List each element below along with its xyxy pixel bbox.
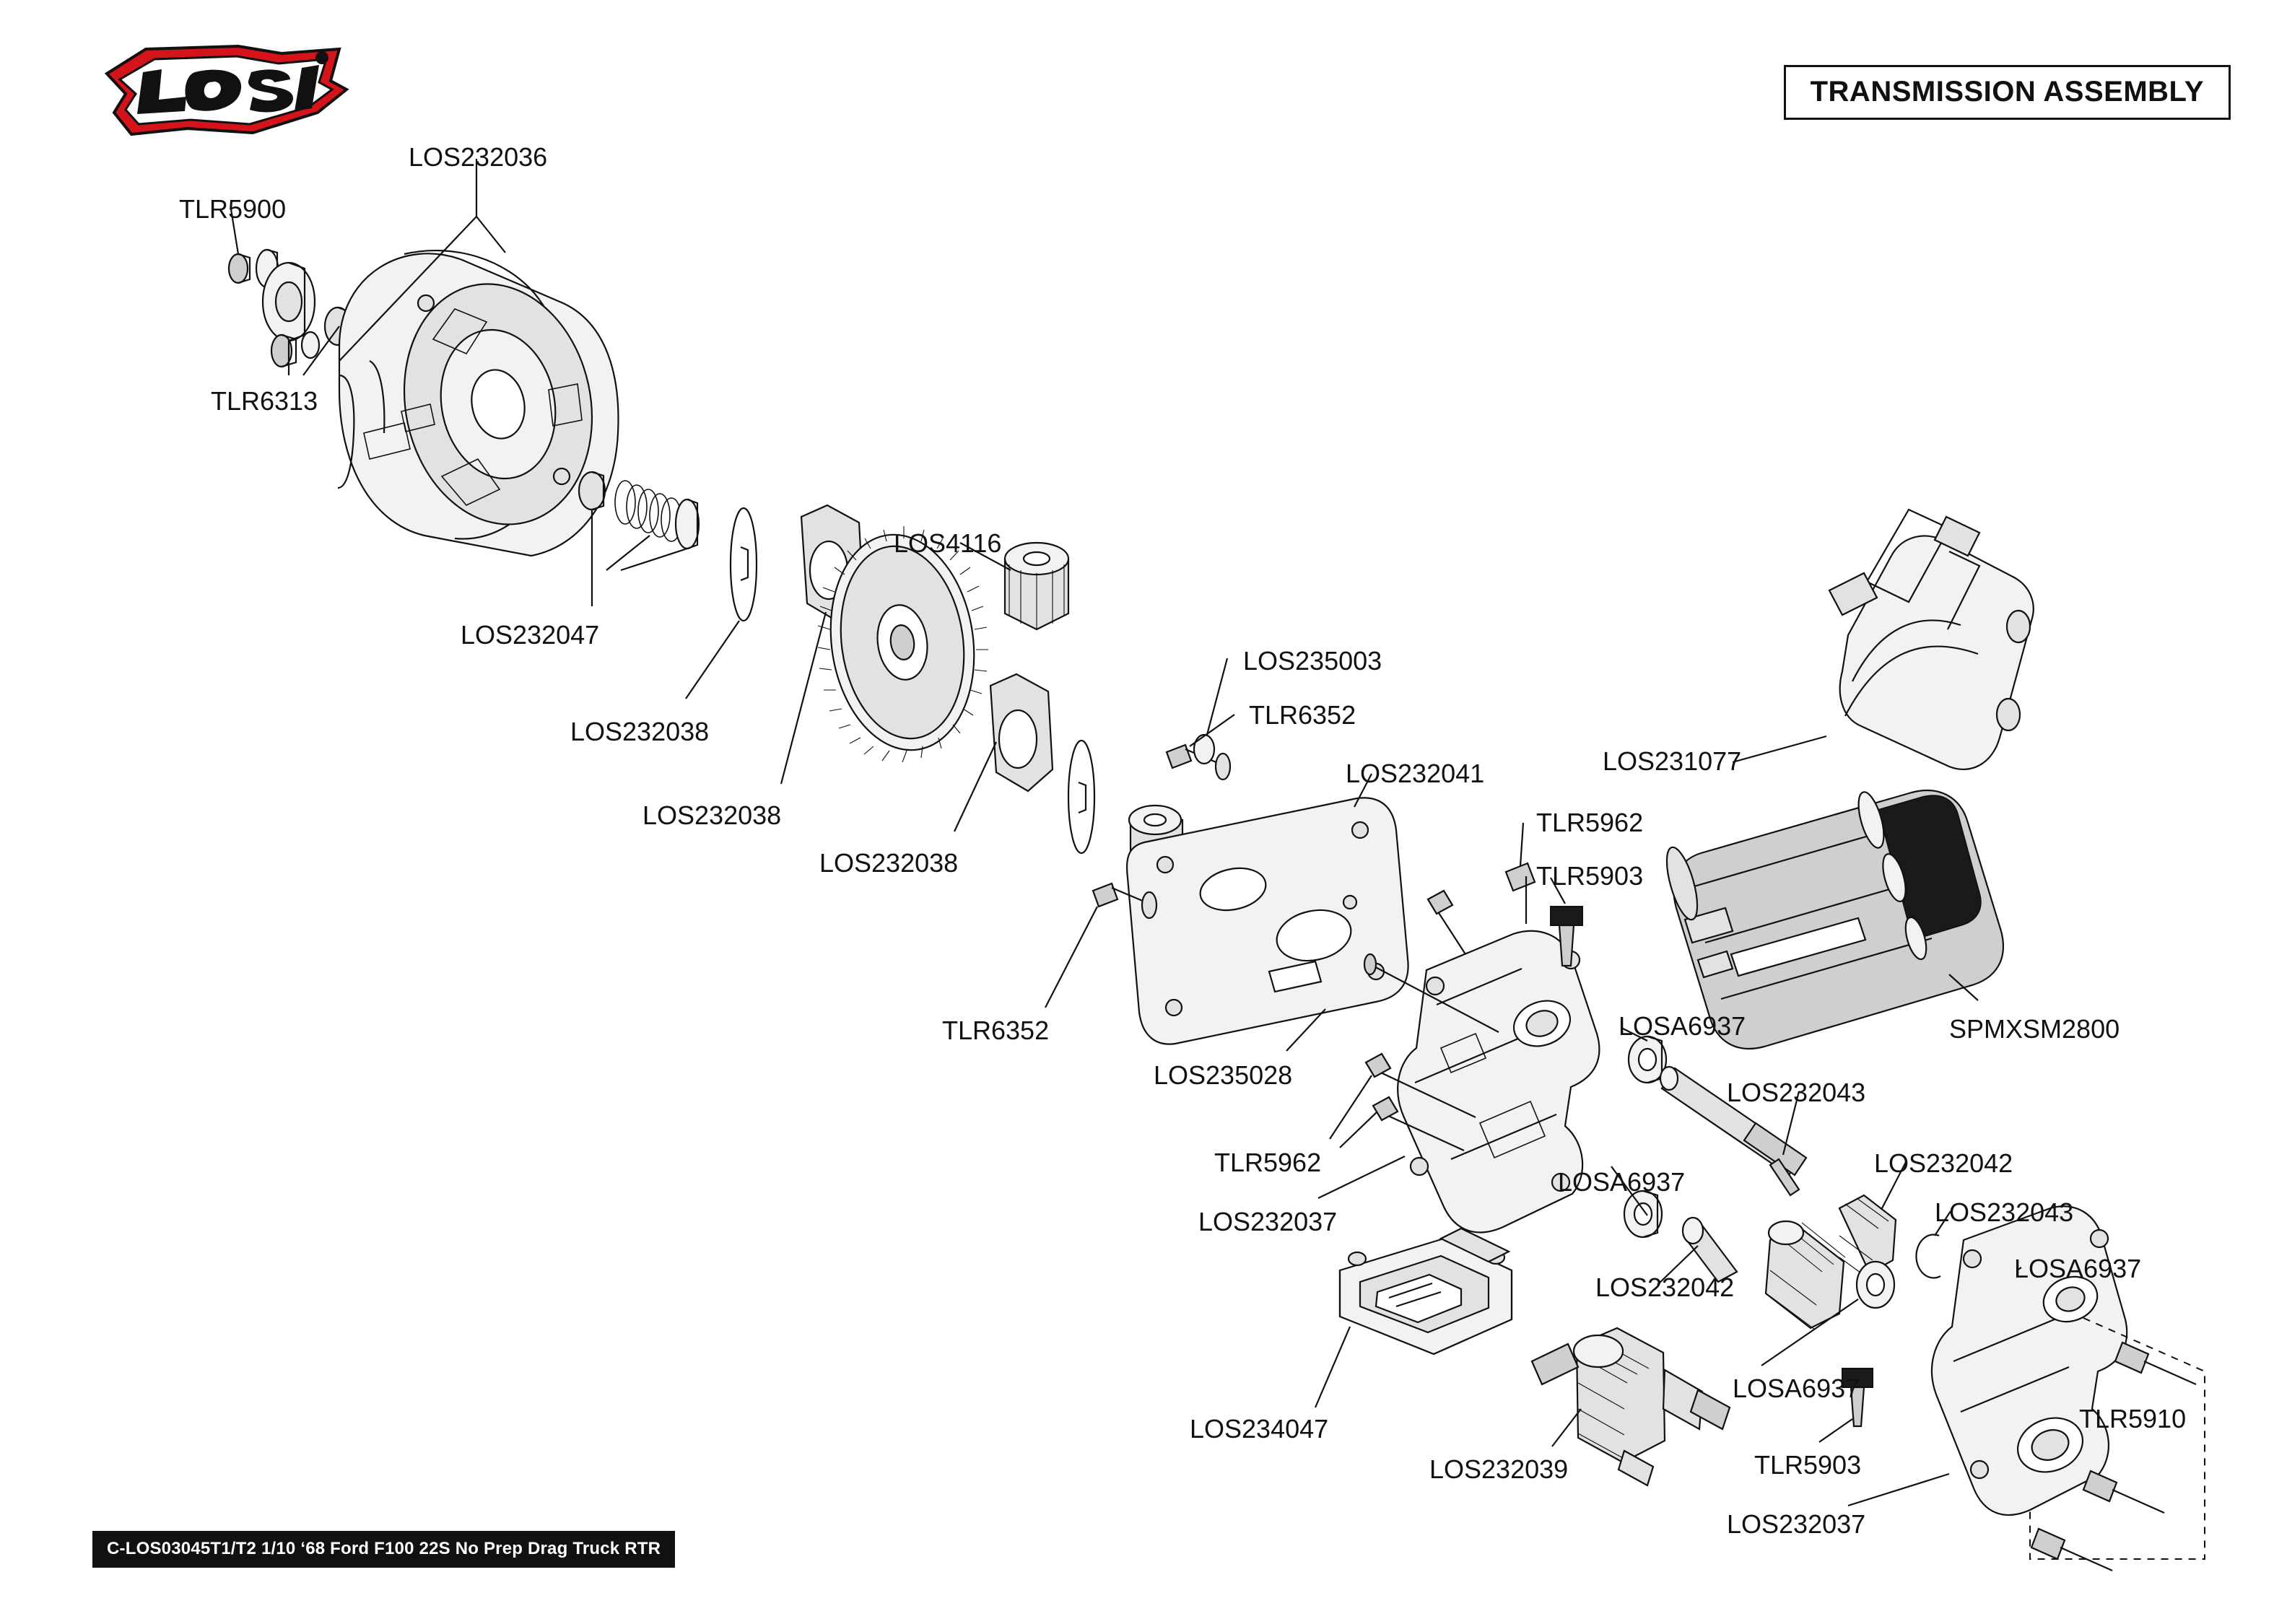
part-label: TLR6313 — [211, 386, 318, 416]
part-label: LOS232038 — [642, 800, 782, 830]
part-label: LOSA6937 — [1619, 1011, 1746, 1041]
part-label: LOS231077 — [1603, 746, 1742, 776]
part-los235003 — [1194, 735, 1214, 764]
part-label: TLR5962 — [1536, 808, 1644, 837]
part-label: LOS232047 — [461, 620, 600, 650]
part-label: LOS232037 — [1198, 1207, 1338, 1236]
part-label: LOS235003 — [1243, 646, 1382, 676]
part-tlr6313 — [263, 263, 351, 367]
part-spmxsm2800-motor — [1660, 790, 2003, 1049]
part-label: TLR6352 — [1249, 700, 1356, 730]
part-label: TLR5910 — [2079, 1404, 2187, 1433]
part-los231077-motor-mount — [1829, 510, 2034, 769]
part-label: LOS232039 — [1429, 1454, 1569, 1484]
part-los234047-tray — [1340, 1228, 1512, 1354]
part-label: LOSA6937 — [2014, 1254, 2142, 1283]
part-label: LOS232042 — [1595, 1272, 1735, 1302]
part-label: LOS232036 — [409, 142, 548, 172]
part-label: LOS232043 — [1727, 1078, 1866, 1107]
part-label: TLR5903 — [1536, 861, 1644, 891]
part-label: LOS232042 — [1874, 1148, 2013, 1178]
part-los232038-c — [990, 674, 1053, 791]
part-label: TLR5900 — [179, 194, 287, 224]
part-label: LOS4116 — [894, 528, 1002, 558]
part-los4116-pinion — [1005, 543, 1068, 629]
part-label: LOSA6937 — [1558, 1167, 1686, 1197]
part-label: TLR6352 — [942, 1016, 1050, 1045]
part-label: LOS235028 — [1154, 1060, 1293, 1090]
page-title: TRANSMISSION ASSEMBLY — [1784, 65, 2231, 120]
part-label: LOS232043 — [1935, 1197, 2074, 1227]
footer-caption: C-LOS03045T1/T2 1/10 ‘68 Ford F100 22S No Prep Drag Truck RTR — [92, 1531, 675, 1568]
part-label: LOS232037 — [1727, 1509, 1866, 1539]
part-tlr5962-screw — [1506, 863, 1535, 924]
part-label: LOS232038 — [570, 717, 710, 746]
part-losa6937-bearing-c — [1857, 1262, 1894, 1308]
part-losa6937-bearing-b — [1624, 1191, 1662, 1237]
part-label: LOS232041 — [1346, 759, 1485, 788]
part-los232047 — [579, 472, 699, 549]
part-label: TLR5903 — [1754, 1450, 1862, 1480]
part-los232036 — [338, 250, 618, 556]
part-los232038-a — [731, 508, 757, 621]
part-label: SPMXSM2800 — [1949, 1014, 2120, 1044]
part-slipper-plate-d — [1068, 741, 1094, 853]
part-label: LOSA6937 — [1733, 1374, 1860, 1403]
part-label: LOS232038 — [819, 848, 959, 878]
part-circlip — [1916, 1234, 1940, 1278]
part-label: TLR5962 — [1214, 1148, 1322, 1177]
part-label: LOS234047 — [1190, 1414, 1329, 1444]
part-right-housing — [1932, 1206, 2127, 1515]
